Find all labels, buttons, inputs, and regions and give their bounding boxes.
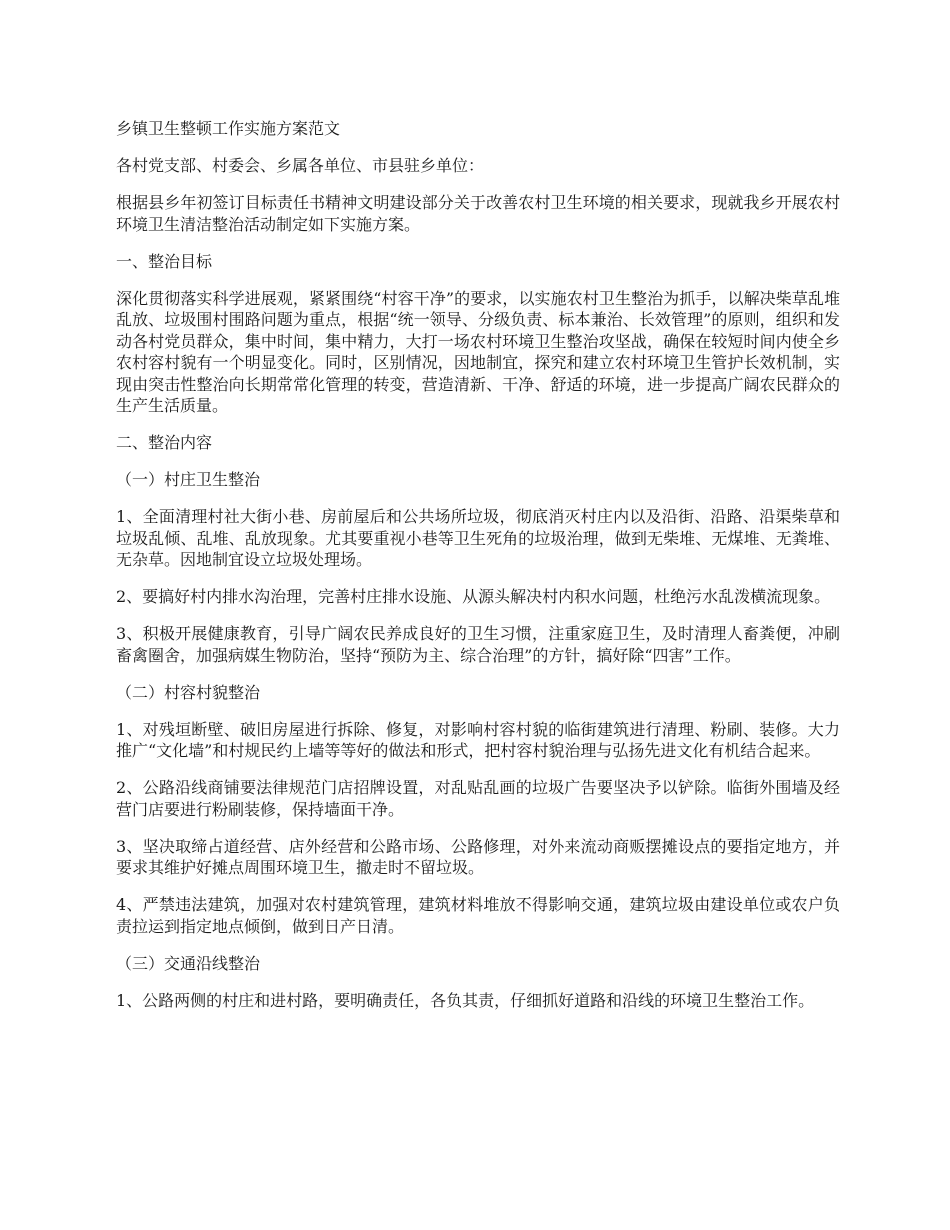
document-page [116, 118, 840, 1027]
list-item: 4、严禁违法建筑，加强对农村建筑管理，建筑材料堆放不得影响交通，建筑垃圾由建设单位或农户负责拉运到指定地点倾倒，做到日产日清。 [116, 895, 840, 936]
list-item: 1、对残垣断壁、破旧房屋进行拆除、修复，对影响村容村貌的临街建筑进行清理、粉刷、装修。大力推广“文化墙”和村规民约上墙等等好的做法和形式，把村容村貌治理与弘扬先进文化有机结合起来。 [116, 719, 840, 760]
list-item: 3、坚决取缔占道经营、店外经营和公路市场、公路修理，对外来流动商贩摆摊设点的要指定地方，并要求其维护好摊点周围环境卫生，撤走时不留垃圾。 [116, 836, 840, 877]
list-item: 2、公路沿线商铺要法律规范门店招牌设置，对乱贴乱画的垃圾广告要坚决予以铲除。临街外围墙及经营门店要进行粉刷装修，保持墙面干净。 [116, 778, 840, 819]
subheading-village-hygiene: （一）村庄卫生整治 [116, 470, 261, 489]
list-item: 2、要搞好村内排水沟治理，完善村庄排水设施、从源头解决村内积水问题，杜绝污水乱泼横流现象。 [116, 587, 831, 606]
document-title: 乡镇卫生整顿工作实施方案范文 [116, 119, 341, 138]
section-body-goals: 深化贯彻落实科学进展观，紧紧围绕“村容干净”的要求，以实施农村卫生整治为抓手，以解决柴草乱堆乱放、垃圾围村围路问题为重点，根据“统一领导、分级负责、标本兼治、长效管理”的原则，组织和发动各村党员群众，集中时间，集中精力，大打一场农村环境卫生整治攻坚战，确保在较短时间内使全乡农村容村貌有一个明显变化。同时，区别情况，因地制宜，探究和建立农村环境卫生管护长效机制，实现由突击性整治向长期常常化管理的转变，营造清新、干净、舒适的环境，进一步提高广阔农民群众的生产生活质量。 [116, 288, 840, 415]
list-item: 1、公路两侧的村庄和进村路，要明确责任，各负其责，仔细抓好道路和沿线的环境卫生整治工作。 [116, 990, 815, 1010]
list-item: 3、积极开展健康教育，引导广阔农民养成良好的卫生习惯，注重家庭卫生，及时清理人畜粪便，冲刷畜禽圈舍，加强病媒生物防治，坚持“预防为主、综合治理”的方针，搞好除“四害”工作。 [116, 624, 840, 665]
addressee: 各村党支部、村委会、乡属各单位、市县驻乡单位： [116, 156, 485, 175]
subheading-traffic-routes: （三）交通沿线整治 [116, 953, 261, 973]
section-heading-goals: 一、整治目标 [116, 251, 213, 271]
section-heading-content: 二、整治内容 [116, 433, 213, 452]
list-item: 1、全面清理村社大街小巷、房前屋后和公共场所垃圾，彻底消灭村庄内以及沿街、沿路、沿渠柴草和垃圾乱倾、乱堆、乱放现象。尤其要重视小巷等卫生死角的垃圾治理，做到无柴堆、无煤堆、无粪堆、无杂草。因地制宜设立垃圾处理场。 [116, 507, 840, 569]
intro-paragraph: 根据县乡年初签订目标责任书精神文明建设部分关于改善农村卫生环境的相关要求，现就我乡开展农村环境卫生清洁整治活动制定如下实施方案。 [116, 193, 840, 234]
subheading-village-appearance: （二）村容村貌整治 [116, 682, 261, 702]
